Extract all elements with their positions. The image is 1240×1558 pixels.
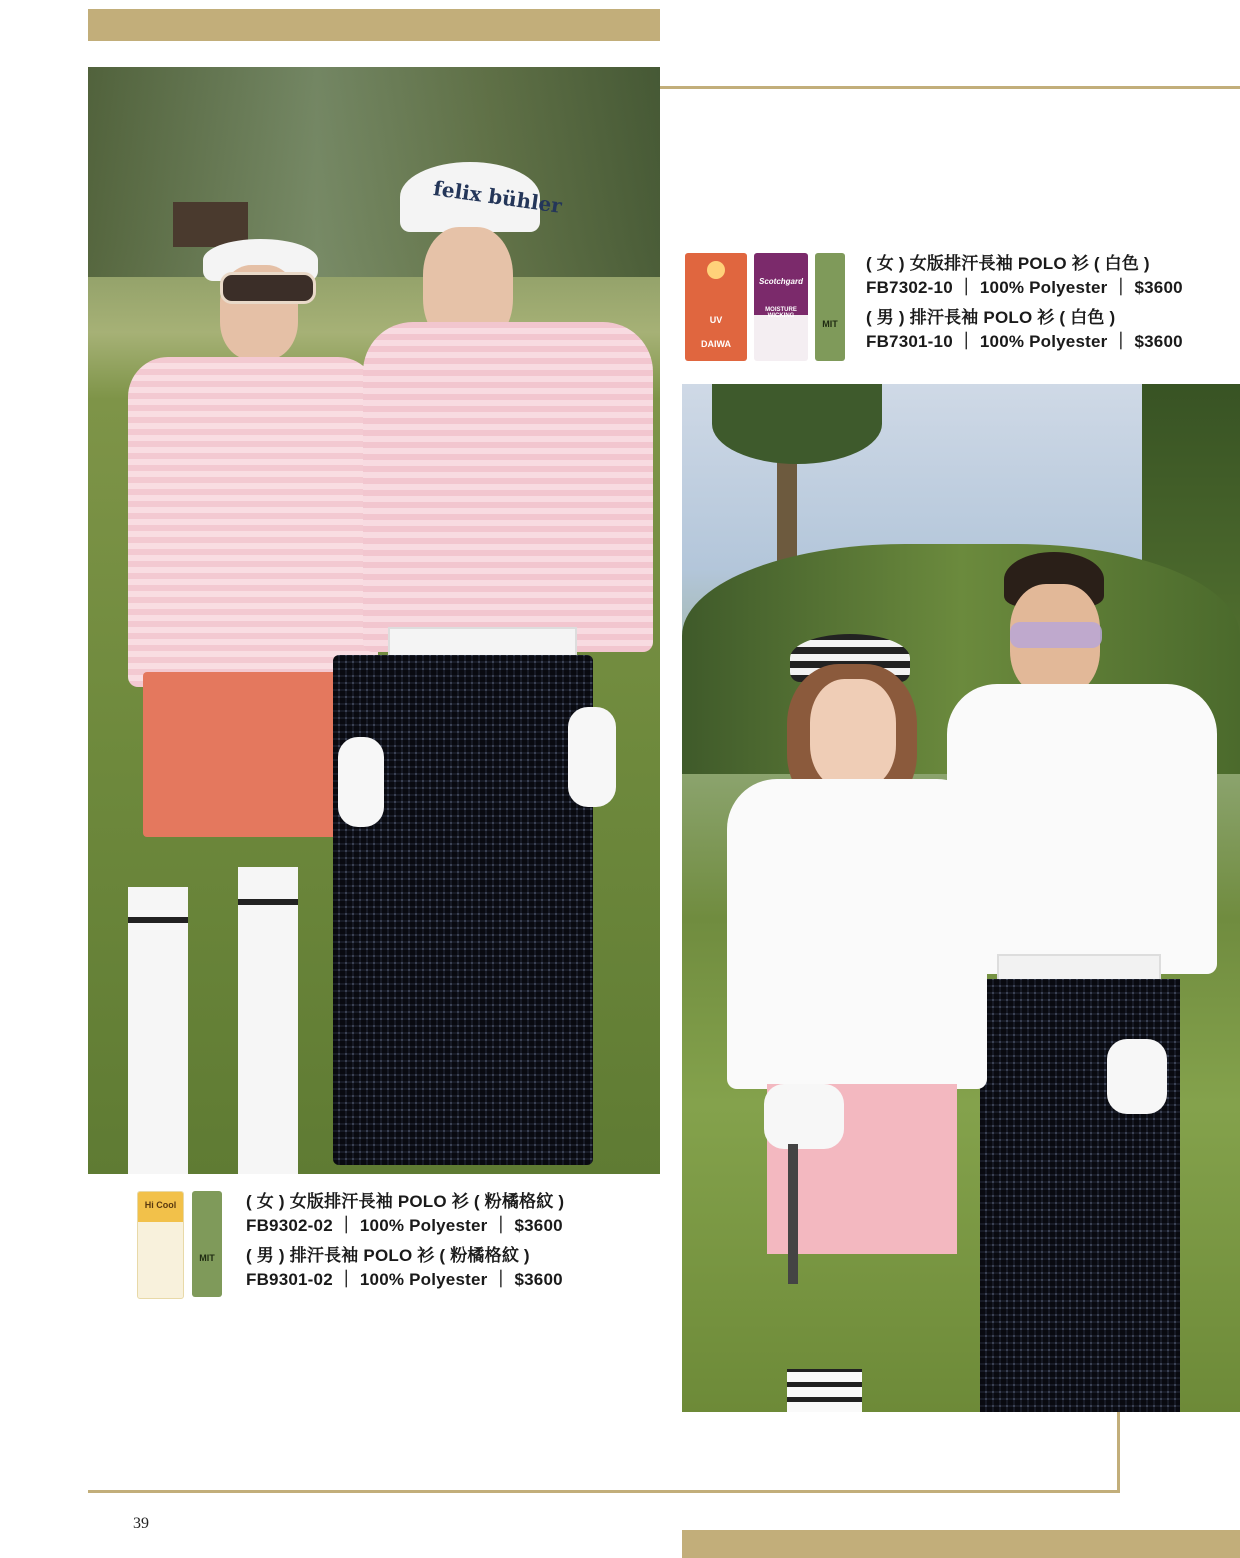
mit-tag-label: MIT <box>822 319 838 329</box>
man-pink-polo <box>363 322 653 652</box>
women-product-title: ( 女 ) 女版排汗長袖 POLO 衫 ( 白色 ) <box>866 254 1150 273</box>
moisture-tag-label: MOISTURE WICKING <box>765 307 797 319</box>
right-vertical-gold-line <box>1117 1412 1120 1492</box>
golf-glove <box>764 1084 844 1149</box>
bottom-gold-line <box>88 1490 1120 1493</box>
uv-tag-label: UV <box>709 315 723 325</box>
mit-tag <box>192 1191 222 1297</box>
page-number: 39 <box>133 1515 149 1532</box>
palm-fronds <box>712 384 882 464</box>
golf-club-shaft <box>788 1144 798 1284</box>
scotchgard-tag-label: Scotchgard <box>758 277 803 286</box>
men-product-spec: FB9301-02 ｜ 100% Polyester ｜ $3600 <box>246 1270 563 1289</box>
woman-white-polo <box>727 779 987 1089</box>
mit-tag <box>815 253 845 361</box>
men-product-title: ( 男 ) 排汗長袖 POLO 衫 ( 粉橘格紋 ) <box>246 1246 530 1265</box>
women-product-title: ( 女 ) 女版排汗長袖 POLO 衫 ( 粉橘格紋 ) <box>246 1192 565 1211</box>
men-product-spec: FB7301-10 ｜ 100% Polyester ｜ $3600 <box>866 332 1183 351</box>
man-sunglasses <box>1010 622 1102 648</box>
bottom-gold-bar <box>682 1530 1240 1558</box>
woman-left-sock <box>128 887 188 1174</box>
cap-logo-text: felix bühler <box>431 176 564 218</box>
sock-stripe <box>128 917 188 923</box>
woman-pink-polo <box>128 357 378 687</box>
sock-stripe <box>238 899 298 905</box>
man-white-polo <box>947 684 1217 974</box>
top-gold-bar <box>88 9 660 41</box>
left-product-caption <box>246 1190 564 1292</box>
man-plaid-trousers <box>333 655 593 1165</box>
hicool-tag-label: Hi Cool <box>144 1200 177 1210</box>
mit-tag-label: MIT <box>199 1253 215 1263</box>
golf-glove <box>568 707 616 807</box>
photo-white-polo-couple <box>682 384 1240 1412</box>
daiwa-tag-label: DAIWA <box>701 339 731 349</box>
woman-sunglasses <box>220 272 316 304</box>
right-product-caption <box>866 252 1183 354</box>
hicool-tag <box>137 1191 184 1299</box>
photo-pink-plaid-couple <box>88 67 660 1174</box>
women-product-spec: FB7302-10 ｜ 100% Polyester ｜ $3600 <box>866 278 1183 297</box>
woman-face <box>810 679 896 789</box>
top-right-gold-line <box>660 86 1240 89</box>
golf-glove <box>1107 1039 1167 1114</box>
women-product-spec: FB9302-02 ｜ 100% Polyester ｜ $3600 <box>246 1216 563 1235</box>
uv-daiwa-tag <box>685 253 747 361</box>
golf-glove <box>338 737 384 827</box>
men-product-title: ( 男 ) 排汗長袖 POLO 衫 ( 白色 ) <box>866 308 1116 327</box>
woman-sock <box>787 1369 862 1412</box>
scotchgard-tag <box>754 253 808 361</box>
woman-right-sock <box>238 867 298 1174</box>
